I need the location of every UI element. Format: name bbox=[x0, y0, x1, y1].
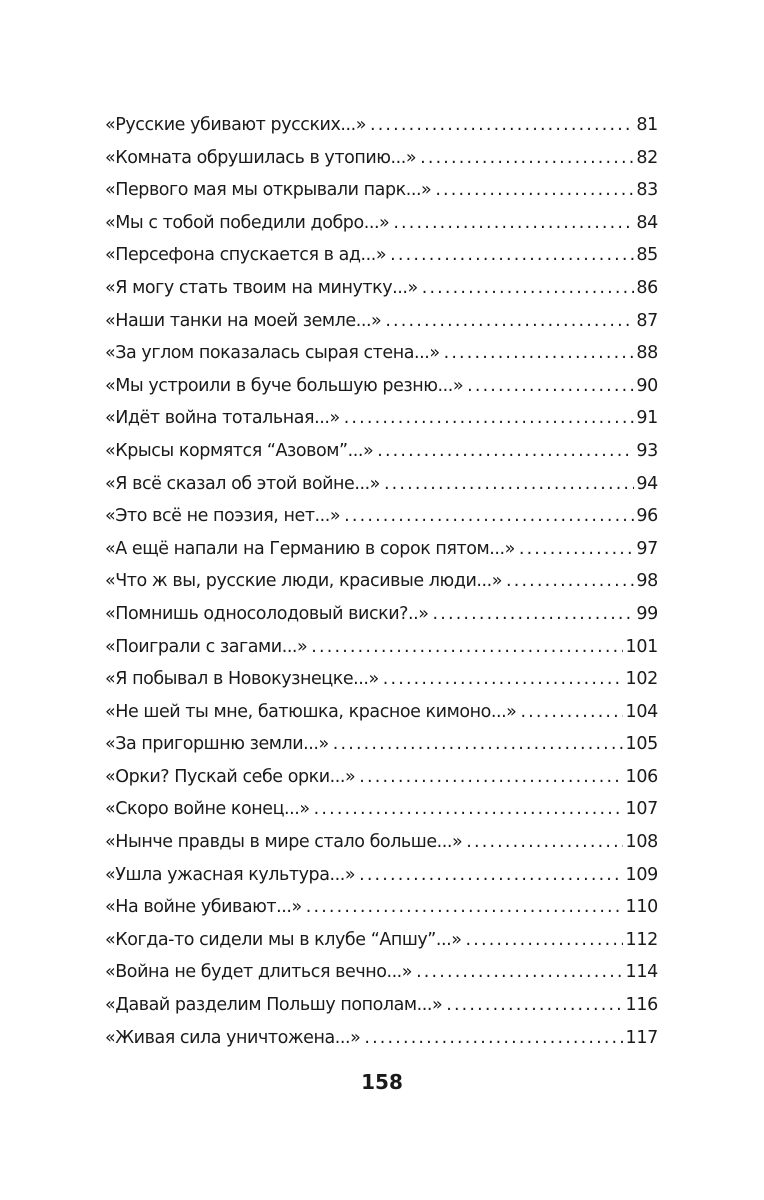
toc-entry-title: «Мы устроили в буче большую резню...» bbox=[105, 375, 464, 396]
toc-entry bbox=[105, 924, 658, 957]
toc-entry bbox=[105, 891, 658, 924]
toc-entry-title: «Скоро войне конец...» bbox=[105, 799, 310, 820]
toc-entry-page: 109 bbox=[625, 864, 658, 885]
dot-leader bbox=[359, 859, 623, 892]
toc-entry-title: «Я могу стать твоим на минутку...» bbox=[105, 277, 418, 298]
toc-entry bbox=[105, 663, 658, 696]
dot-leader bbox=[364, 1022, 623, 1055]
toc-entry-title: «На войне убивают...» bbox=[105, 897, 302, 918]
toc-entry-title: «Война не будет длиться вечно...» bbox=[105, 962, 413, 983]
toc-entry bbox=[105, 468, 658, 501]
toc-entry bbox=[105, 337, 658, 370]
toc-entry bbox=[105, 598, 658, 631]
toc-entry-page: 114 bbox=[625, 962, 658, 983]
dot-leader bbox=[416, 956, 623, 989]
toc-entry-title: «Давай разделим Польшу пополам...» bbox=[105, 995, 443, 1016]
toc-entry-page: 90 bbox=[636, 375, 658, 396]
dot-leader bbox=[444, 337, 635, 370]
toc-entry bbox=[105, 500, 658, 533]
dot-leader bbox=[370, 109, 634, 142]
toc-entry-page: 107 bbox=[625, 799, 658, 820]
toc-entry-page: 81 bbox=[636, 115, 658, 135]
page-number: 158 bbox=[361, 1070, 403, 1094]
dot-leader bbox=[383, 663, 624, 696]
toc-entry-page: 91 bbox=[636, 408, 658, 429]
toc-entry bbox=[105, 142, 658, 175]
toc-entry-page: 93 bbox=[636, 440, 658, 461]
dot-leader bbox=[422, 272, 635, 305]
dot-leader bbox=[466, 924, 624, 957]
dot-leader bbox=[344, 500, 634, 533]
dot-leader bbox=[506, 565, 634, 598]
toc-entry bbox=[105, 239, 658, 272]
toc-entry-page: 106 bbox=[625, 766, 658, 787]
toc-entry-title: «Помнишь односолодовый виски?..» bbox=[105, 603, 429, 624]
toc-entry-title: «За пригоршню земли...» bbox=[105, 734, 329, 755]
toc-entry bbox=[105, 696, 658, 729]
toc-entry-page: 117 bbox=[625, 1027, 658, 1048]
toc-entry bbox=[105, 402, 658, 435]
toc-entry-page: 88 bbox=[636, 343, 658, 364]
dot-leader bbox=[377, 435, 634, 468]
toc-entry-title: «Орки? Пускай себе орки...» bbox=[105, 766, 356, 787]
toc-entry-title: «Наши танки на моей земле...» bbox=[105, 310, 382, 331]
toc-entry-title: «Крысы кормятся “Азовом”...» bbox=[105, 440, 374, 461]
dot-leader bbox=[390, 239, 634, 272]
dot-leader bbox=[314, 793, 624, 826]
toc-entry bbox=[105, 631, 658, 664]
toc-entry bbox=[105, 859, 658, 892]
dot-leader bbox=[520, 696, 623, 729]
dot-leader bbox=[420, 142, 634, 175]
dot-leader bbox=[333, 728, 624, 761]
toc-entry-page: 105 bbox=[625, 734, 658, 755]
toc-entry bbox=[105, 305, 658, 338]
dot-leader bbox=[466, 826, 623, 859]
toc-entry-title: «Поиграли с загами...» bbox=[105, 636, 308, 657]
toc-entry bbox=[105, 272, 658, 305]
toc-entry-page: 98 bbox=[636, 571, 658, 592]
toc-entry-page: 108 bbox=[625, 832, 658, 853]
table-of-contents bbox=[105, 109, 658, 1054]
toc-entry bbox=[105, 533, 658, 566]
toc-entry bbox=[105, 109, 658, 142]
toc-entry-page: 94 bbox=[636, 473, 658, 494]
toc-entry-page: 116 bbox=[625, 995, 658, 1016]
toc-entry-page: 85 bbox=[636, 245, 658, 266]
dot-leader bbox=[306, 891, 624, 924]
toc-entry bbox=[105, 956, 658, 989]
dot-leader bbox=[519, 533, 634, 566]
toc-entry-title: «Русские убивают русских...» bbox=[105, 115, 366, 135]
dot-leader bbox=[344, 402, 635, 435]
toc-entry bbox=[105, 826, 658, 859]
toc-entry-page: 96 bbox=[636, 506, 658, 527]
toc-entry bbox=[105, 174, 658, 207]
toc-entry-title: «Что ж вы, русские люди, красивые люди...» bbox=[105, 571, 502, 592]
toc-entry-title: «Персефона спускается в ад...» bbox=[105, 245, 387, 266]
toc-entry-page: 84 bbox=[636, 212, 658, 233]
toc-entry-page: 83 bbox=[636, 180, 658, 201]
toc-entry-page: 87 bbox=[636, 310, 658, 331]
toc-entry-page: 99 bbox=[636, 603, 658, 624]
toc-entry bbox=[105, 207, 658, 240]
toc-entry bbox=[105, 989, 658, 1022]
toc-entry-title: «Первого мая мы открывали парк...» bbox=[105, 180, 432, 201]
toc-entry-page: 97 bbox=[636, 538, 658, 559]
toc-entry-title: «Нынче правды в мире стало больше...» bbox=[105, 832, 463, 853]
toc-entry-title: «А ещё напали на Германию в сорок пятом...» bbox=[105, 538, 515, 559]
dot-leader bbox=[385, 305, 634, 338]
dot-leader bbox=[393, 207, 634, 240]
toc-entry bbox=[105, 565, 658, 598]
toc-entry bbox=[105, 370, 658, 403]
toc-entry-page: 101 bbox=[625, 636, 658, 657]
toc-entry-title: «Это всё не поэзия, нет...» bbox=[105, 506, 341, 527]
toc-entry-page: 86 bbox=[636, 277, 658, 298]
dot-leader bbox=[446, 989, 623, 1022]
toc-entry-title: «Не шей ты мне, батюшка, красное кимоно...» bbox=[105, 701, 517, 722]
toc-entry bbox=[105, 435, 658, 468]
toc-entry-page: 112 bbox=[625, 929, 658, 950]
dot-leader bbox=[384, 468, 634, 501]
toc-entry bbox=[105, 1022, 658, 1055]
dot-leader bbox=[435, 174, 634, 207]
toc-entry bbox=[105, 761, 658, 794]
toc-entry-title: «Я всё сказал об этой войне...» bbox=[105, 473, 380, 494]
toc-entry-title: «Я побывал в Новокузнецке...» bbox=[105, 669, 379, 690]
toc-entry-title: «Ушла ужасная культура...» bbox=[105, 864, 356, 885]
toc-entry bbox=[105, 793, 658, 826]
toc-entry-page: 104 bbox=[625, 701, 658, 722]
toc-entry bbox=[105, 728, 658, 761]
dot-leader bbox=[467, 370, 634, 403]
toc-entry-page: 82 bbox=[636, 147, 658, 168]
toc-entry-page: 102 bbox=[625, 669, 658, 690]
toc-entry-page: 110 bbox=[625, 897, 658, 918]
toc-entry-title: «Когда-то сидели мы в клубе “Апшу”...» bbox=[105, 929, 462, 950]
toc-entry-title: «За углом показалась сырая стена...» bbox=[105, 343, 440, 364]
dot-leader bbox=[433, 598, 635, 631]
toc-entry-title: «Мы с тобой победили добро...» bbox=[105, 212, 390, 233]
toc-entry-title: «Комната обрушилась в утопию...» bbox=[105, 147, 417, 168]
dot-leader bbox=[359, 761, 623, 794]
toc-entry-title: «Живая сила уничтожена...» bbox=[105, 1027, 361, 1048]
toc-entry-title: «Идёт война тотальная...» bbox=[105, 408, 340, 429]
dot-leader bbox=[311, 631, 623, 664]
